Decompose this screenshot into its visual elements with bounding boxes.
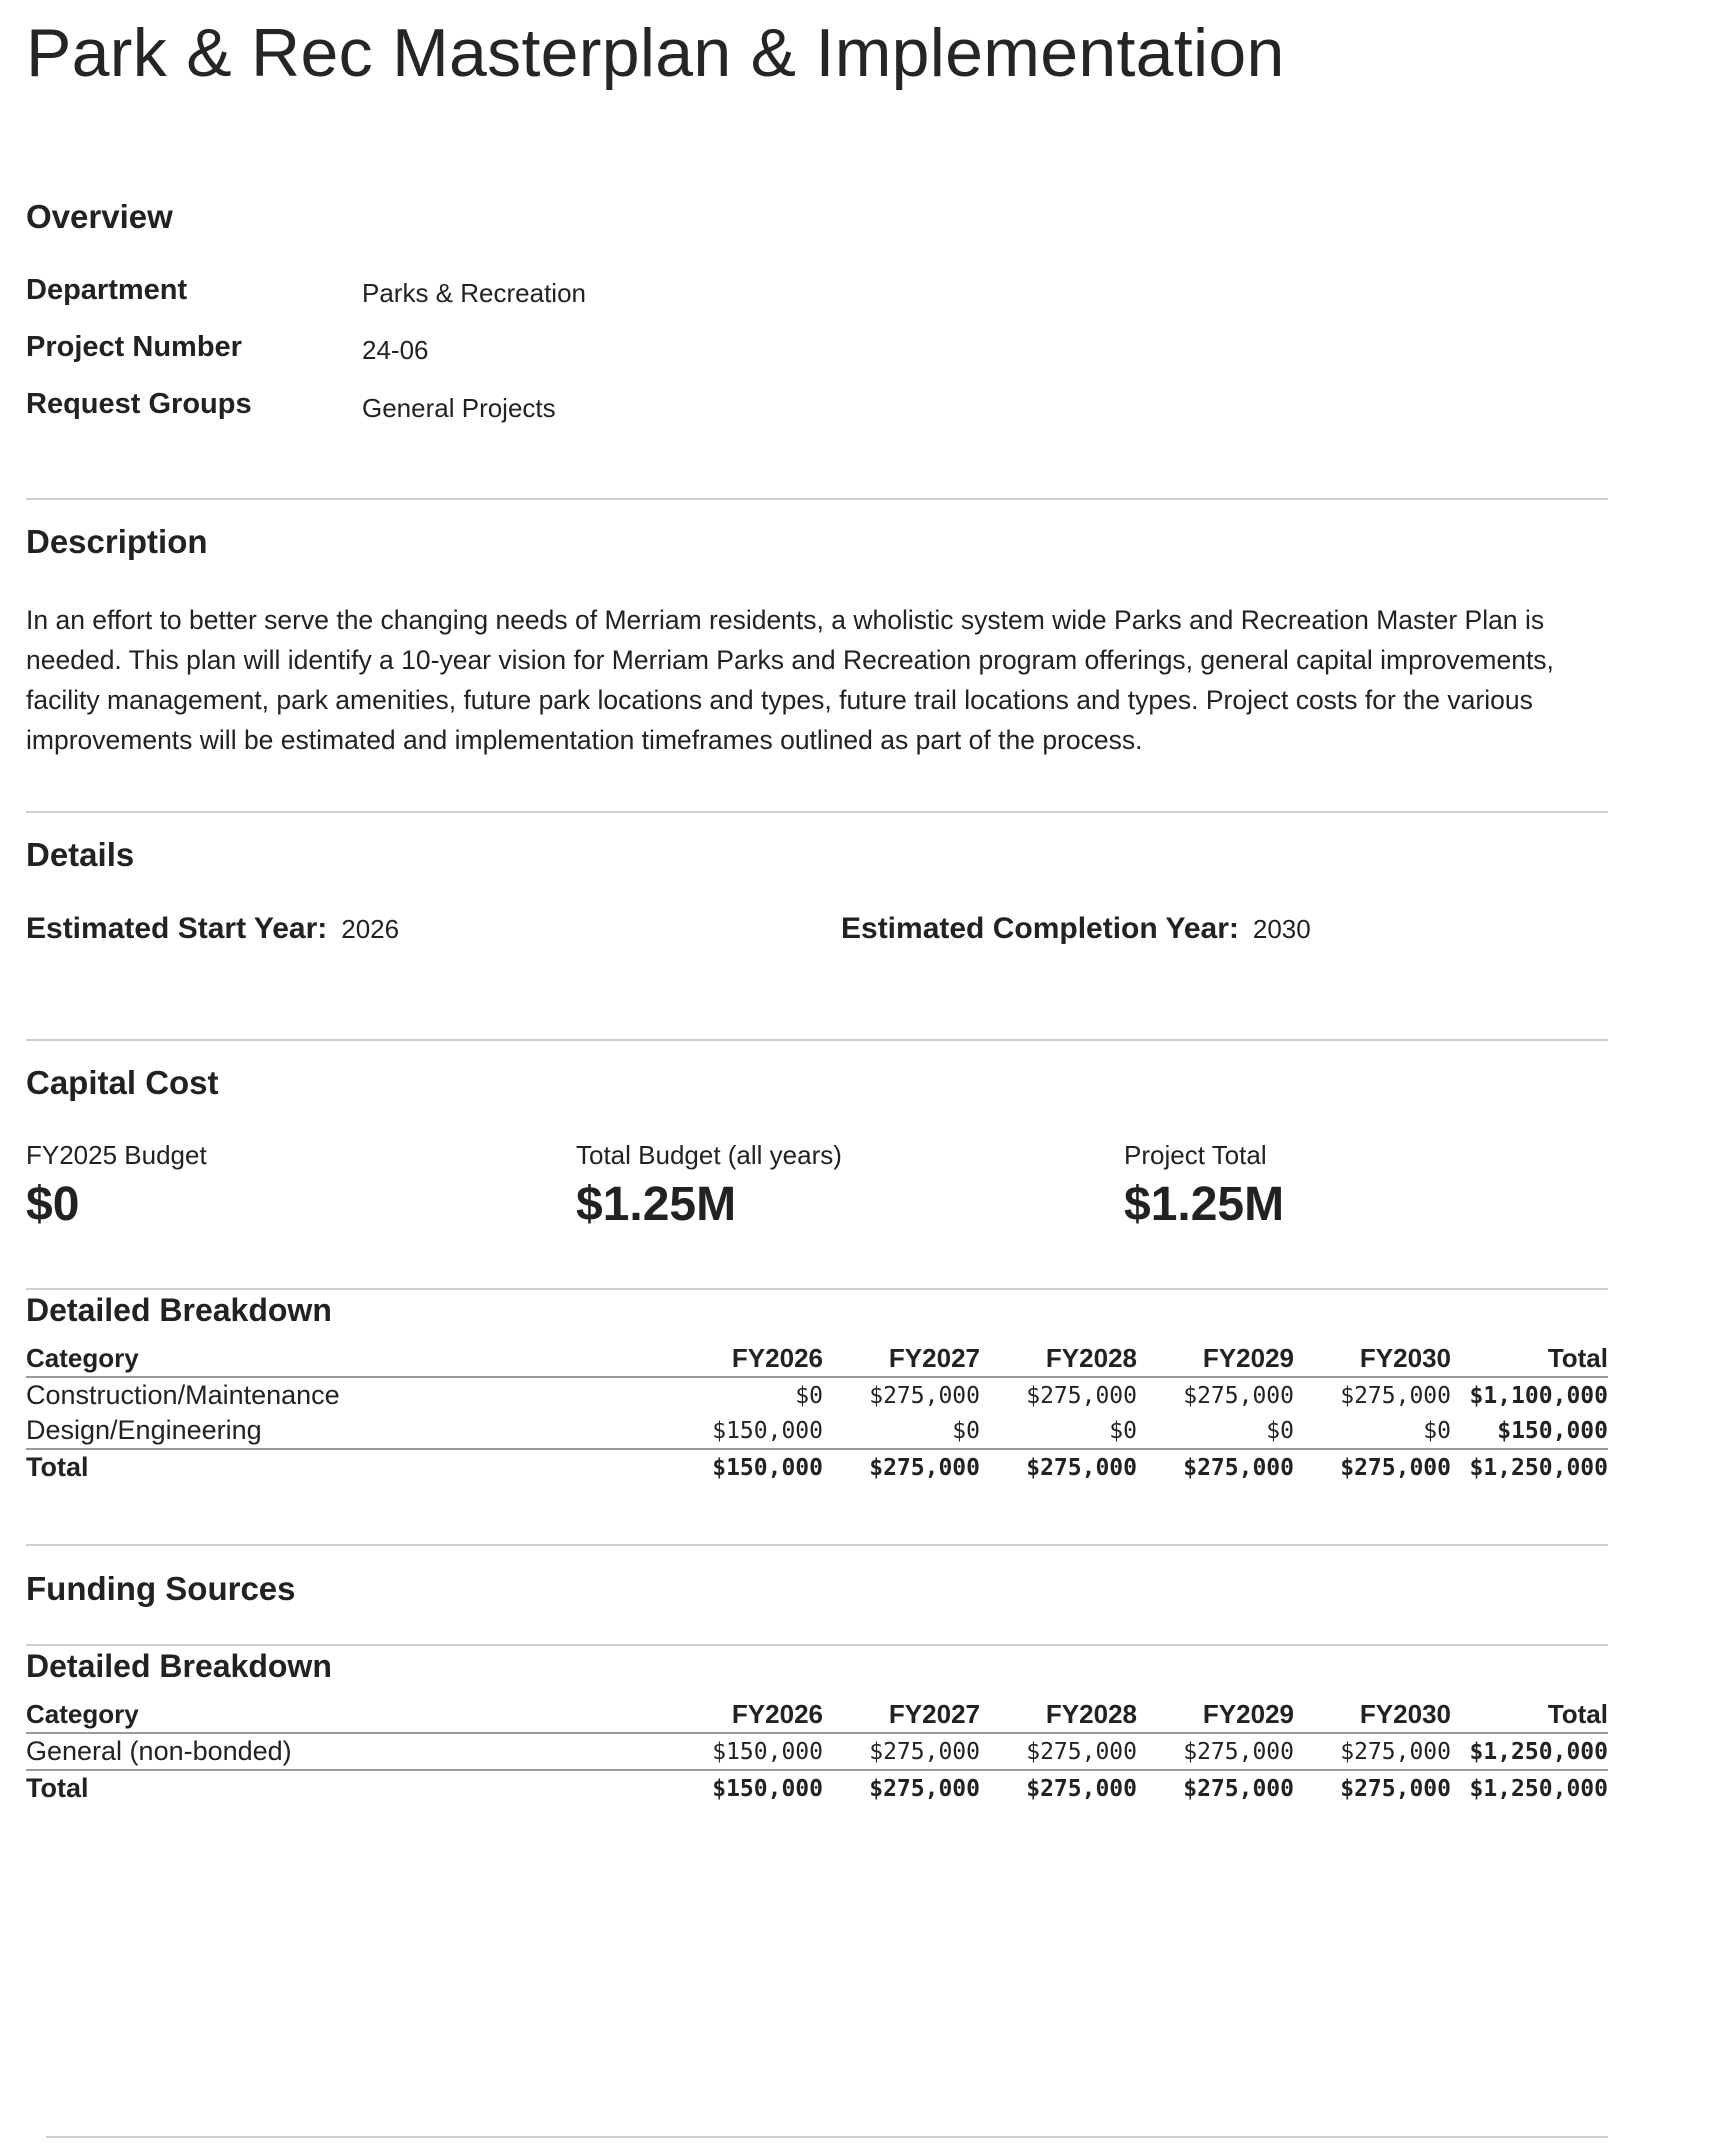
details-heading: Details bbox=[26, 836, 135, 873]
column-header: Category bbox=[26, 1696, 666, 1733]
table-cell: $150,000 bbox=[1497, 1417, 1608, 1444]
table-cell: $275,000 bbox=[1137, 1449, 1294, 1485]
table-cell: $275,000 bbox=[980, 1770, 1137, 1806]
table-row bbox=[26, 1413, 1608, 1449]
table-cell: $150,000 bbox=[712, 1738, 823, 1765]
column-header: FY2026 bbox=[666, 1340, 823, 1377]
table-cell: $1,100,000 bbox=[1469, 1382, 1608, 1409]
table-cell: Total bbox=[26, 1449, 666, 1485]
column-header: FY2028 bbox=[980, 1696, 1137, 1733]
table-cell: $275,000 bbox=[1340, 1382, 1451, 1409]
funding-sources-heading: Funding Sources bbox=[26, 1570, 296, 1607]
table-cell: $275,000 bbox=[1294, 1449, 1451, 1485]
total-budget-label: Total Budget (all years) bbox=[576, 1140, 842, 1170]
table-cell: $0 bbox=[795, 1382, 823, 1409]
column-header: FY2030 bbox=[1294, 1696, 1451, 1733]
table-cell: $0 bbox=[1423, 1417, 1451, 1444]
table-cell: $275,000 bbox=[1294, 1770, 1451, 1806]
funding-breakdown-table bbox=[26, 1696, 1608, 1806]
project-number-value: 24-06 bbox=[362, 335, 429, 365]
capital-breakdown-table bbox=[26, 1340, 1608, 1485]
total-budget bbox=[576, 1140, 842, 1232]
start-year-label: Estimated Start Year: bbox=[26, 912, 328, 945]
table-cell: $275,000 bbox=[823, 1770, 980, 1806]
table-cell: $275,000 bbox=[1137, 1770, 1294, 1806]
divider bbox=[26, 811, 1608, 813]
project-total-label: Project Total bbox=[1124, 1140, 1267, 1170]
column-header: FY2028 bbox=[980, 1340, 1137, 1377]
table-cell: $275,000 bbox=[823, 1449, 980, 1485]
table-cell: $275,000 bbox=[980, 1449, 1137, 1485]
table-cell: Construction/Maintenance bbox=[26, 1380, 340, 1410]
divider bbox=[26, 1039, 1608, 1041]
page-title: Park & Rec Masterplan & Implementation bbox=[26, 15, 1285, 91]
table-cell: $150,000 bbox=[666, 1449, 823, 1485]
divider bbox=[26, 1288, 1608, 1290]
fy2025-budget bbox=[26, 1140, 207, 1232]
table-cell: $275,000 bbox=[1340, 1738, 1451, 1765]
table-cell: $150,000 bbox=[666, 1770, 823, 1806]
fy2025-budget-value: $0 bbox=[26, 1178, 80, 1231]
table-row bbox=[26, 1733, 1608, 1770]
table-cell: Design/Engineering bbox=[26, 1415, 262, 1445]
start-year-value: 2026 bbox=[341, 914, 400, 944]
table-cell: $275,000 bbox=[1183, 1738, 1294, 1765]
completion-year-label: Estimated Completion Year: bbox=[841, 912, 1239, 945]
funding-breakdown-heading: Detailed Breakdown bbox=[26, 1648, 332, 1684]
table-cell: Total bbox=[26, 1770, 666, 1806]
description-text: In an effort to better serve the changing needs of Merriam residents, a wholistic system wide Parks and Recreation Master Plan is needed. This plan will identify a 10-year vision for Merriam Parks and Recreation program offerings, general capital improvements, facility management, park amenities, future park locations and types, future trail locations and types. Project costs for the various improvements will be estimated and implementation timeframes outlined as part of the process. bbox=[26, 605, 1554, 755]
table-cell: $1,250,000 bbox=[1451, 1770, 1608, 1806]
overview-heading: Overview bbox=[26, 198, 173, 235]
table-cell: $1,250,000 bbox=[1451, 1449, 1608, 1485]
column-header: FY2030 bbox=[1294, 1340, 1451, 1377]
column-header: FY2027 bbox=[823, 1340, 980, 1377]
table-cell: $1,250,000 bbox=[1469, 1738, 1608, 1765]
request-groups-value: General Projects bbox=[362, 393, 556, 423]
column-header: Total bbox=[1451, 1696, 1608, 1733]
table-cell: $0 bbox=[1109, 1417, 1137, 1444]
table-cell: $0 bbox=[1266, 1417, 1294, 1444]
capital-cost-heading: Capital Cost bbox=[26, 1064, 219, 1101]
table-cell: $275,000 bbox=[1026, 1382, 1137, 1409]
table-row bbox=[26, 1377, 1608, 1413]
project-total bbox=[1124, 1140, 1284, 1232]
table-cell: $150,000 bbox=[712, 1417, 823, 1444]
column-header: FY2029 bbox=[1137, 1696, 1294, 1733]
table-total-row bbox=[26, 1449, 1608, 1485]
divider bbox=[26, 498, 1608, 500]
department-label: Department bbox=[26, 274, 188, 306]
column-header: Category bbox=[26, 1340, 666, 1377]
column-header: FY2029 bbox=[1137, 1340, 1294, 1377]
total-budget-value: $1.25M bbox=[576, 1178, 737, 1231]
table-cell: $275,000 bbox=[869, 1738, 980, 1765]
fy2025-budget-label: FY2025 Budget bbox=[26, 1140, 207, 1170]
capital-breakdown-heading: Detailed Breakdown bbox=[26, 1292, 332, 1328]
column-header: Total bbox=[1451, 1340, 1608, 1377]
table-header-row bbox=[26, 1340, 1608, 1377]
estimated-completion-year bbox=[841, 912, 1311, 946]
project-number-label: Project Number bbox=[26, 331, 242, 363]
department-value: Parks & Recreation bbox=[362, 278, 586, 308]
column-header: FY2026 bbox=[666, 1696, 823, 1733]
table-cell: $275,000 bbox=[1183, 1382, 1294, 1409]
footer-divider bbox=[46, 2136, 1608, 2138]
table-cell: $275,000 bbox=[1026, 1738, 1137, 1765]
divider bbox=[26, 1644, 1608, 1646]
project-total-value: $1.25M bbox=[1124, 1178, 1285, 1231]
completion-year-value: 2030 bbox=[1252, 914, 1311, 944]
table-cell: General (non-bonded) bbox=[26, 1736, 292, 1766]
description-heading: Description bbox=[26, 523, 208, 560]
estimated-start-year bbox=[26, 912, 399, 946]
table-cell: $0 bbox=[952, 1417, 980, 1444]
divider bbox=[26, 1544, 1608, 1546]
table-header-row bbox=[26, 1696, 1608, 1733]
column-header: FY2027 bbox=[823, 1696, 980, 1733]
table-cell: $275,000 bbox=[869, 1382, 980, 1409]
table-total-row bbox=[26, 1770, 1608, 1806]
request-groups-label: Request Groups bbox=[26, 388, 252, 420]
